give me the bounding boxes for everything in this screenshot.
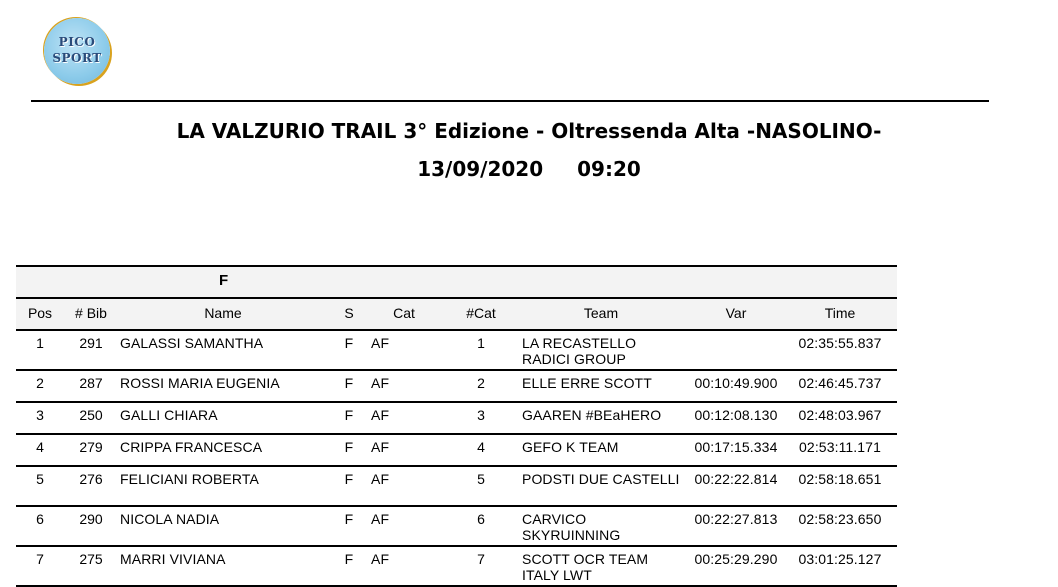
cell-var: 00:25:29.290 bbox=[694, 551, 778, 567]
cell-team: LA RECASTELLO RADICI GROUP bbox=[522, 335, 637, 367]
logo-text-bottom: SPORT bbox=[52, 51, 102, 65]
header-divider bbox=[31, 100, 989, 102]
cell-bib: 287 bbox=[79, 375, 103, 391]
cell-name: MARRI VIVIANA bbox=[120, 551, 226, 567]
cell-ncat: 7 bbox=[477, 551, 485, 567]
cell-pos: 1 bbox=[36, 335, 44, 351]
cell-ncat: 4 bbox=[477, 439, 485, 455]
cell-pos: 6 bbox=[36, 511, 44, 527]
header-var: Var bbox=[725, 305, 747, 321]
header-bib: # Bib bbox=[75, 305, 107, 321]
cell-name: GALLI CHIARA bbox=[120, 407, 218, 423]
cell-team: ELLE ERRE SCOTT bbox=[522, 375, 652, 391]
cell-time: 02:46:45.737 bbox=[798, 375, 882, 391]
cell-var: 00:10:49.900 bbox=[694, 375, 778, 391]
table-row bbox=[16, 371, 897, 403]
cell-time: 02:48:03.967 bbox=[798, 407, 882, 423]
header-name: Name bbox=[204, 305, 242, 321]
category-band bbox=[16, 265, 897, 297]
cell-ncat: 2 bbox=[477, 375, 485, 391]
category-label: F bbox=[219, 272, 229, 289]
cell-ncat: 6 bbox=[477, 511, 485, 527]
table-row bbox=[16, 507, 897, 547]
header-time: Time bbox=[824, 305, 856, 321]
cell-sex: F bbox=[344, 511, 354, 527]
cell-pos: 7 bbox=[36, 551, 44, 567]
cell-sex: F bbox=[344, 551, 354, 567]
cell-ncat: 5 bbox=[477, 471, 485, 487]
results-rows bbox=[16, 331, 897, 587]
table-header bbox=[16, 297, 897, 331]
cell-name: ROSSI MARIA EUGENIA bbox=[120, 375, 280, 391]
logo-text-top: PICO bbox=[58, 35, 96, 49]
cell-var: 00:17:15.334 bbox=[694, 439, 778, 455]
table-row bbox=[16, 435, 897, 467]
cell-bib: 279 bbox=[79, 439, 103, 455]
cell-cat: AF bbox=[371, 471, 390, 487]
cell-name: CRIPPA FRANCESCA bbox=[120, 439, 263, 455]
cell-cat: AF bbox=[371, 375, 390, 391]
cell-cat: AF bbox=[371, 335, 390, 351]
cell-team: CARVICO SKYRUINNING bbox=[522, 511, 621, 543]
cell-time: 02:58:18.651 bbox=[798, 471, 882, 487]
cell-name: GALASSI SAMANTHA bbox=[120, 335, 264, 351]
header-cat: Cat bbox=[393, 305, 415, 321]
cell-bib: 250 bbox=[79, 407, 103, 423]
cell-sex: F bbox=[344, 439, 354, 455]
cell-pos: 5 bbox=[36, 471, 44, 487]
cell-sex: F bbox=[344, 375, 354, 391]
header-team: Team bbox=[583, 305, 619, 321]
cell-bib: 275 bbox=[79, 551, 103, 567]
event-date: 13/09/2020 bbox=[417, 157, 544, 181]
cell-time: 02:58:23.650 bbox=[798, 511, 882, 527]
cell-pos: 4 bbox=[36, 439, 44, 455]
cell-pos: 3 bbox=[36, 407, 44, 423]
cell-sex: F bbox=[344, 471, 354, 487]
header-pos: Pos bbox=[27, 305, 53, 321]
table-row bbox=[16, 331, 897, 371]
cell-bib: 290 bbox=[79, 511, 103, 527]
cell-var: 00:12:08.130 bbox=[694, 407, 778, 423]
cell-cat: AF bbox=[371, 551, 390, 567]
cell-cat: AF bbox=[371, 439, 390, 455]
cell-name: FELICIANI ROBERTA bbox=[120, 471, 259, 487]
cell-bib: 291 bbox=[79, 335, 103, 351]
cell-time: 02:53:11.171 bbox=[799, 439, 881, 455]
cell-team: GAAREN #BEaHERO bbox=[522, 407, 662, 423]
cell-name: NICOLA NADIA bbox=[120, 511, 220, 527]
cell-team: GEFO K TEAM bbox=[522, 439, 619, 455]
header-sex: S bbox=[344, 305, 354, 321]
cell-var: 00:22:22.814 bbox=[694, 471, 778, 487]
table-row bbox=[16, 467, 897, 507]
event-datetime bbox=[0, 157, 1058, 181]
header-ncat: #Cat bbox=[466, 305, 496, 321]
cell-bib: 276 bbox=[79, 471, 103, 487]
table-row bbox=[16, 547, 897, 587]
cell-var: 00:22:27.813 bbox=[694, 511, 778, 527]
cell-time: 03:01:25.127 bbox=[798, 551, 882, 567]
cell-time: 02:35:55.837 bbox=[798, 335, 882, 351]
cell-team: SCOTT OCR TEAM ITALY LWT bbox=[522, 551, 649, 583]
event-time: 09:20 bbox=[577, 157, 641, 181]
cell-cat: AF bbox=[371, 511, 390, 527]
cell-pos: 2 bbox=[36, 375, 44, 391]
cell-team: PODSTI DUE CASTELLI bbox=[522, 471, 680, 487]
cell-sex: F bbox=[344, 335, 354, 351]
cell-cat: AF bbox=[371, 407, 390, 423]
cell-ncat: 3 bbox=[477, 407, 485, 423]
cell-ncat: 1 bbox=[477, 335, 485, 351]
pico-sport-logo bbox=[44, 18, 110, 84]
results-table bbox=[16, 265, 897, 587]
cell-sex: F bbox=[344, 407, 354, 423]
table-row bbox=[16, 403, 897, 435]
event-title: LA VALZURIO TRAIL 3° Edizione - Oltressenda Alta -NASOLINO- bbox=[176, 119, 882, 143]
